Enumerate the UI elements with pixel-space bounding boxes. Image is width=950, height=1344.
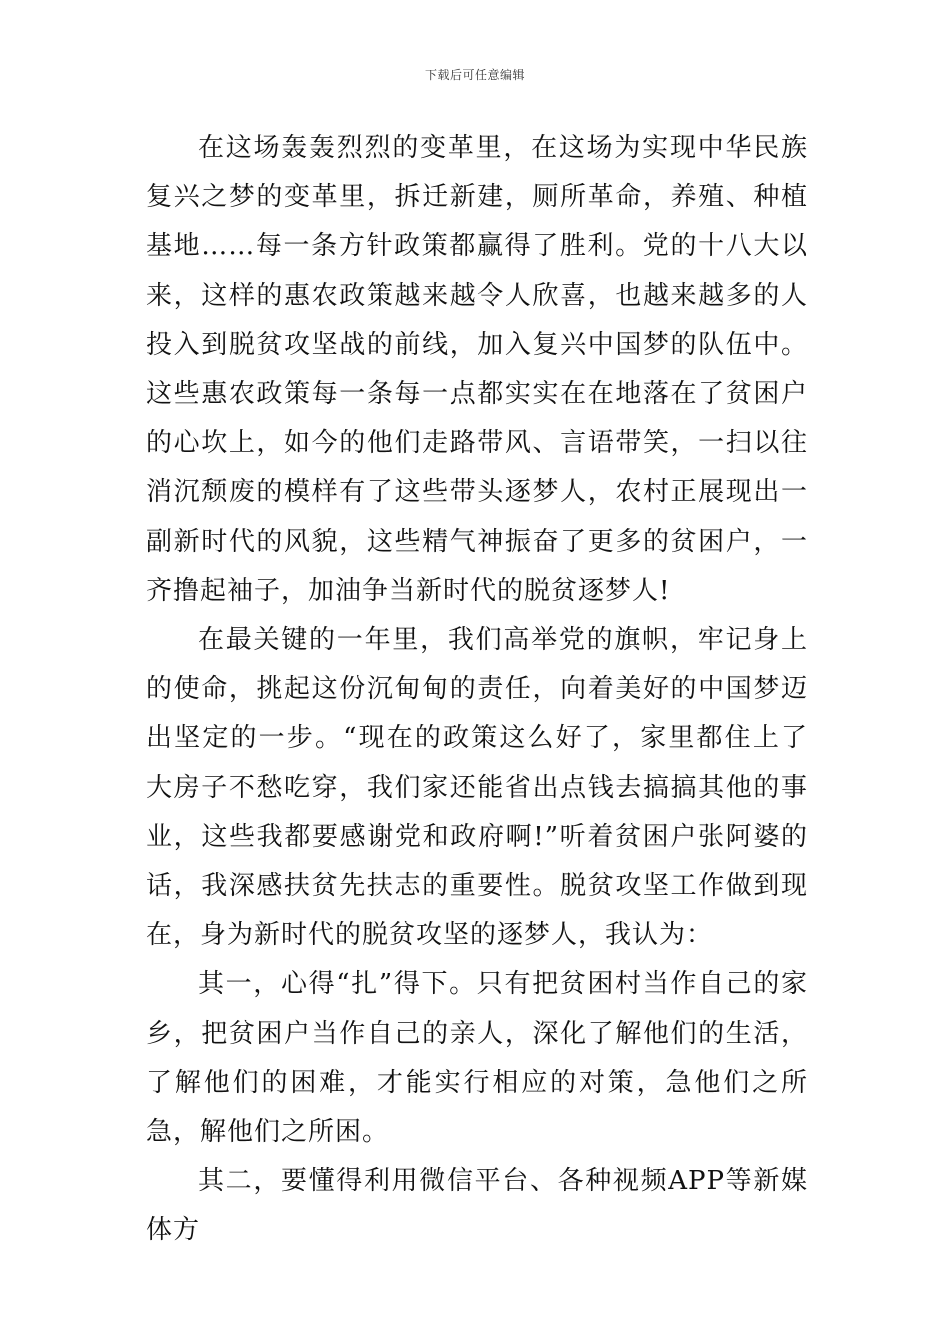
- page-header: 下载后可任意编辑: [424, 68, 525, 82]
- paragraph-2: 在最关键的一年里，我们高举党的旗帜，牢记身上的使命，挑起这份沉甸甸的责任，向着美好的中国梦迈出坚定的一步。“现在的政策这么好了，家里都住上了大房子不愁吃穿，我们家还能省出点钱去搞搞其他的事业，这些我都要感谢党和政府啊!”听着贫困户张阿婆的话，我深感扶贫先扶志的重要性。脱贫攻坚工作做到现在，身为新时代的脱贫攻坚的逐梦人，我认为：: [146, 625, 808, 951]
- document-body: [146, 124, 808, 1256]
- paragraph-1: 在这场轰轰烈烈的变革里，在这场为实现中华民族复兴之梦的变革里，拆迁新建，厕所革命，养殖、种植基地……每一条方针政策都赢得了胜利。党的十八大以来，这样的惠农政策越来越令人欣喜，也越来越多的人投入到脱贫攻坚战的前线，加入复兴中国梦的队伍中。这些惠农政策每一条每一点都实实在在地落在了贫困户的心坎上，如今的他们走路带风、言语带笑，一扫以往消沉颓废的模样有了这些带头逐梦人，农村正展现出一副新时代的风貌，这些精气神振奋了更多的贫困户，一齐撸起袖子，加油争当新时代的脱贫逐梦人!: [146, 133, 808, 606]
- paragraph-4: 其二，要懂得利用微信平台、各种视频APP等新媒体方: [146, 1166, 808, 1246]
- paragraph-3: 其一，心得“扎”得下。只有把贫困村当作自己的家乡，把贫困户当作自己的亲人，深化了解他们的生活，了解他们的困难，才能实行相应的对策，急他们之所急，解他们之所困。: [146, 969, 808, 1148]
